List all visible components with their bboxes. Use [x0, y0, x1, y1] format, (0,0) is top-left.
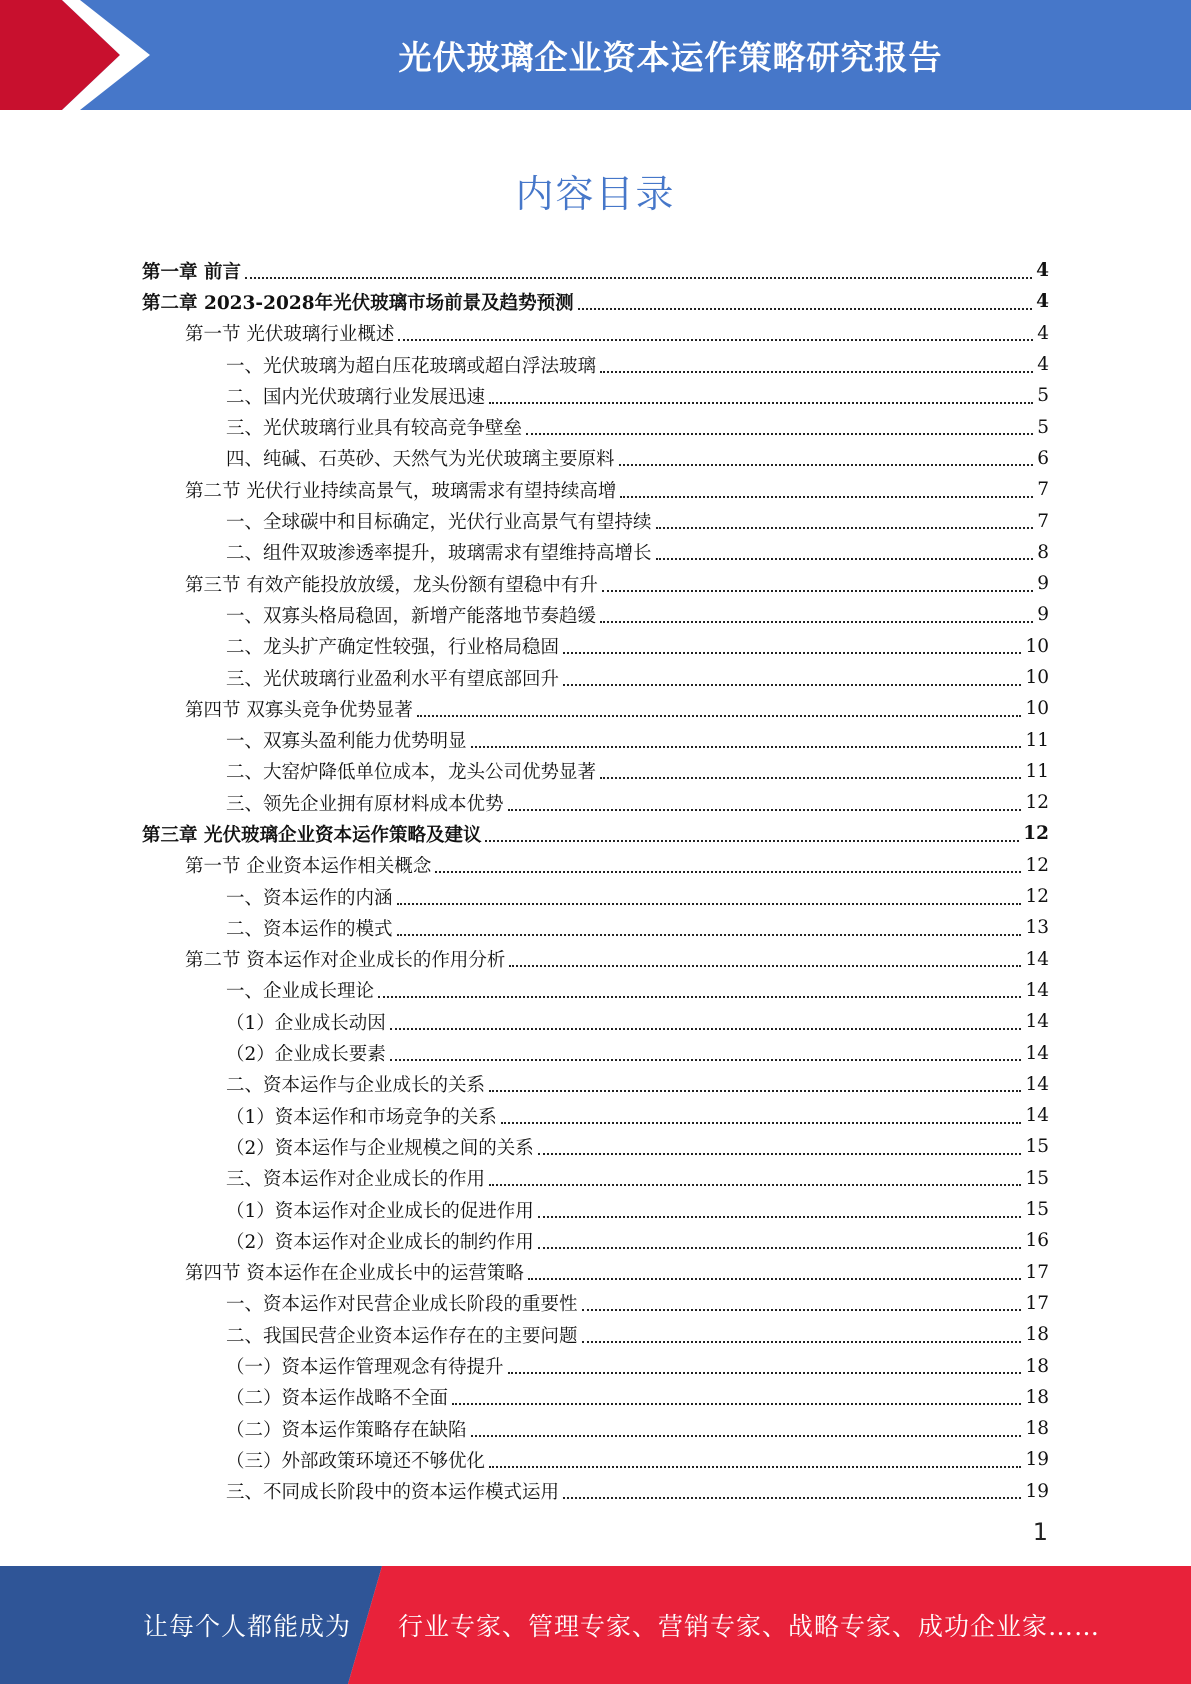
toc-leader-dots: [489, 1184, 1021, 1186]
toc-entry[interactable]: [142, 537, 1049, 568]
toc-entry[interactable]: [142, 944, 1049, 975]
toc-entry-title: 一、企业成长理论: [226, 977, 376, 1003]
toc-entry[interactable]: [142, 724, 1049, 755]
toc-entry-title: 一、全球碳中和目标确定，光伏行业高景气有望持续: [226, 508, 654, 534]
toc-heading: 内容目录: [515, 172, 676, 216]
toc-entry-page: 7: [1037, 510, 1049, 532]
toc-leader-dots: [378, 996, 1021, 998]
toc-entry-page: 12: [1025, 792, 1049, 814]
toc-entry[interactable]: [142, 349, 1049, 380]
toc-entry-title: 二、我国民营企业资本运作存在的主要问题: [226, 1322, 580, 1348]
toc-entry-page: 9: [1037, 604, 1049, 626]
toc-entry[interactable]: [142, 631, 1049, 662]
toc-entry-page: 15: [1025, 1199, 1049, 1221]
toc-entry[interactable]: [142, 975, 1049, 1006]
toc-entry-title: 二、资本运作与企业成长的关系: [226, 1071, 487, 1097]
toc-leader-dots: [508, 809, 1022, 811]
toc-entry-page: 5: [1037, 416, 1049, 438]
toc-leader-dots: [563, 684, 1021, 686]
toc-entry-page: 9: [1037, 573, 1049, 595]
toc-entry[interactable]: [142, 1382, 1049, 1413]
toc-leader-dots: [397, 934, 1022, 936]
toc-entry-title: 第一节 光伏玻璃行业概述: [185, 320, 396, 346]
toc-entry-page: 14: [1025, 1073, 1049, 1095]
toc-entry-title: （二）资本运作策略存在缺陷: [226, 1416, 469, 1442]
toc-entry-page: 4: [1037, 354, 1049, 376]
toc-leader-dots: [397, 903, 1022, 905]
toc-entry-page: 14: [1025, 948, 1049, 970]
footer-slogan-right: 行业专家、管理专家、营销专家、战略专家、成功企业家……: [398, 1612, 1101, 1641]
toc-entry[interactable]: [142, 818, 1049, 849]
toc-entry-title: （2）资本运作与企业规模之间的关系: [226, 1134, 536, 1160]
toc-entry-page: 12: [1025, 854, 1049, 876]
toc-entry-title: 二、国内光伏玻璃行业发展迅速: [226, 383, 487, 409]
toc-entry[interactable]: [142, 599, 1049, 630]
toc-leader-dots: [489, 402, 1033, 404]
toc-leader-dots: [600, 621, 1033, 623]
toc-leader-dots: [619, 464, 1034, 466]
toc-leader-dots: [563, 1497, 1021, 1499]
toc-entry[interactable]: [142, 568, 1049, 599]
toc-leader-dots: [245, 277, 1032, 279]
toc-leader-dots: [582, 1341, 1022, 1343]
toc-entry-page: 14: [1025, 1042, 1049, 1064]
toc-entry-page: 12: [1025, 886, 1049, 908]
toc-leader-dots: [582, 1309, 1022, 1311]
toc-leader-dots: [501, 1122, 1022, 1124]
page-number: 1: [1032, 1518, 1048, 1546]
toc-leader-dots: [489, 1466, 1021, 1468]
toc-entry[interactable]: [142, 881, 1049, 912]
toc-entry-page: 4: [1036, 260, 1049, 282]
toc-entry-title: 四、纯碱、石英砂、天然气为光伏玻璃主要原料: [226, 445, 617, 471]
toc-entry-title: 三、领先企业拥有原材料成本优势: [226, 790, 506, 816]
toc-entry[interactable]: [142, 443, 1049, 474]
toc-entry-page: 11: [1025, 729, 1049, 751]
toc-entry[interactable]: [142, 1350, 1049, 1381]
toc-entry-page: 14: [1025, 1011, 1049, 1033]
toc-entry-title: 一、双寡头盈利能力优势明显: [226, 727, 469, 753]
toc-entry-title: 一、双寡头格局稳固，新增产能落地节奏趋缓: [226, 602, 598, 628]
toc-entry-page: 18: [1025, 1386, 1049, 1408]
toc-entry-title: （2）资本运作对企业成长的制约作用: [226, 1228, 536, 1254]
toc-leader-dots: [509, 965, 1021, 967]
toc-entry[interactable]: [142, 318, 1049, 349]
toc-entry-title: 二、资本运作的模式: [226, 915, 395, 941]
toc-entry-title: 一、光伏玻璃为超白压花玻璃或超白浮法玻璃: [226, 352, 598, 378]
toc-leader-dots: [398, 339, 1033, 341]
toc-leader-dots: [656, 558, 1034, 560]
toc-leader-dots: [485, 840, 1019, 842]
toc-leader-dots: [600, 777, 1021, 779]
toc-leader-dots: [538, 1216, 1022, 1218]
toc-entry-page: 6: [1037, 447, 1049, 469]
toc-entry-title: 三、资本运作对企业成长的作用: [226, 1165, 487, 1191]
toc-entry-page: 4: [1037, 322, 1049, 344]
header-band: [0, 0, 1191, 110]
toc-entry-page: 7: [1037, 479, 1049, 501]
toc-entry-title: 三、不同成长阶段中的资本运作模式运用: [226, 1478, 561, 1504]
toc-entry-title: 第二节 光伏行业持续高景气，玻璃需求有望持续高增: [185, 477, 618, 503]
toc-entry[interactable]: [142, 411, 1049, 442]
toc-entry[interactable]: [142, 756, 1049, 787]
toc-entry-page: 14: [1025, 1105, 1049, 1127]
toc-entry-title: 第二章 2023-2028年光伏玻璃市场前景及趋势预测: [142, 289, 576, 315]
header-chevron-icon: [0, 0, 160, 110]
report-title: 光伏玻璃企业资本运作策略研究报告: [398, 37, 943, 77]
toc-entry[interactable]: [142, 1257, 1049, 1288]
toc-entry-title: 第四节 双寡头竞争优势显著: [185, 696, 415, 722]
toc-entry[interactable]: [142, 474, 1049, 505]
toc-entry-title: 二、大窑炉降低单位成本，龙头公司优势显著: [226, 758, 598, 784]
toc-entry-title: （1）企业成长动因: [226, 1009, 388, 1035]
toc-entry[interactable]: [142, 912, 1049, 943]
toc-entry[interactable]: [142, 1413, 1049, 1444]
toc-entry-page: 11: [1025, 760, 1049, 782]
toc-entry-title: 一、资本运作的内涵: [226, 884, 395, 910]
toc-entry[interactable]: [142, 1100, 1049, 1131]
toc-leader-dots: [417, 715, 1022, 717]
toc-entry[interactable]: [142, 1319, 1049, 1350]
toc-entry[interactable]: [142, 1288, 1049, 1319]
toc-entry-title: 第四节 资本运作在企业成长中的运营策略: [185, 1259, 526, 1285]
toc-entry-title: 第一节 企业资本运作相关概念: [185, 852, 433, 878]
toc-entry-page: 17: [1025, 1292, 1049, 1314]
footer-band: [0, 1566, 1191, 1684]
toc-entry-title: （1）资本运作对企业成长的促进作用: [226, 1197, 536, 1223]
toc-leader-dots: [526, 433, 1033, 435]
toc-leader-dots: [538, 1153, 1022, 1155]
toc-leader-dots: [508, 1372, 1022, 1374]
toc-entry-title: 第二节 资本运作对企业成长的作用分析: [185, 946, 507, 972]
toc-entry[interactable]: [142, 1225, 1049, 1256]
toc-entry-page: 4: [1036, 291, 1049, 313]
toc-entry-page: 19: [1025, 1449, 1049, 1471]
toc-leader-dots: [620, 496, 1033, 498]
toc-entry[interactable]: [142, 787, 1049, 818]
toc-entry[interactable]: [142, 1131, 1049, 1162]
toc-entry-page: 10: [1025, 698, 1049, 720]
toc-entry-title: 第三章 光伏玻璃企业资本运作策略及建议: [142, 821, 483, 847]
toc-entry-page: 18: [1025, 1355, 1049, 1377]
toc-entry-page: 12: [1023, 823, 1049, 845]
toc-leader-dots: [578, 308, 1033, 310]
toc-entry[interactable]: [142, 662, 1049, 693]
toc-entry[interactable]: [142, 1037, 1049, 1068]
toc-entry-page: 19: [1025, 1480, 1049, 1502]
toc-leader-dots: [563, 652, 1021, 654]
toc-entry[interactable]: [142, 1163, 1049, 1194]
toc-entry[interactable]: [142, 1006, 1049, 1037]
toc-leader-dots: [471, 1435, 1022, 1437]
toc-entry-page: 8: [1037, 541, 1049, 563]
toc-leader-dots: [390, 1059, 1022, 1061]
toc-leader-dots: [656, 527, 1034, 529]
toc-entry[interactable]: [142, 1476, 1049, 1507]
toc-entry-page: 16: [1025, 1230, 1049, 1252]
toc-leader-dots: [489, 1090, 1021, 1092]
toc-leader-dots: [471, 746, 1022, 748]
toc-entry-title: 二、组件双玻渗透率提升，玻璃需求有望维持高增长: [226, 539, 654, 565]
toc-entry[interactable]: [142, 1194, 1049, 1225]
toc-entry-page: 10: [1025, 667, 1049, 688]
toc-entry-page: 15: [1025, 1136, 1049, 1158]
toc-entry[interactable]: [142, 693, 1049, 724]
toc-entry-title: （2）企业成长要素: [226, 1040, 388, 1066]
toc-leader-dots: [538, 1247, 1022, 1249]
toc-entry-title: 三、光伏玻璃行业具有较高竞争壁垒: [226, 414, 524, 440]
toc-entry-page: 17: [1025, 1261, 1049, 1283]
toc-leader-dots: [435, 871, 1021, 873]
toc-entry-page: 18: [1025, 1324, 1049, 1346]
toc-entry[interactable]: [142, 850, 1049, 881]
toc-entry-title: 二、龙头扩产确定性较强，行业格局稳固: [226, 633, 561, 659]
toc-leader-dots: [390, 1028, 1022, 1030]
toc-entry-page: 13: [1025, 917, 1049, 939]
toc-entry-title: 三、光伏玻璃行业盈利水平有望底部回升: [226, 665, 561, 691]
toc-entry-title: （1）资本运作和市场竞争的关系: [226, 1103, 499, 1129]
toc-entry[interactable]: [142, 286, 1049, 317]
toc-entry-title: （三）外部政策环境还不够优化: [226, 1447, 487, 1473]
toc-entry-title: （二）资本运作战略不全面: [226, 1384, 450, 1410]
table-of-contents: [142, 255, 1049, 1507]
toc-entry-page: 15: [1025, 1167, 1049, 1189]
toc-entry-title: 第一章 前言: [142, 258, 243, 284]
toc-leader-dots: [528, 1278, 1022, 1280]
toc-entry-title: 第三节 有效产能投放放缓，龙头份额有望稳中有升: [185, 571, 600, 597]
toc-leader-dots: [602, 590, 1033, 592]
toc-entry[interactable]: [142, 380, 1049, 411]
toc-entry[interactable]: [142, 505, 1049, 536]
toc-entry[interactable]: [142, 1069, 1049, 1100]
toc-leader-dots: [452, 1403, 1021, 1405]
footer-slogan-left: 让每个人都能成为: [143, 1612, 352, 1641]
toc-entry[interactable]: [142, 1444, 1049, 1475]
toc-entry-title: 一、资本运作对民营企业成长阶段的重要性: [226, 1290, 580, 1316]
toc-leader-dots: [600, 371, 1033, 373]
toc-entry-page: 10: [1025, 635, 1049, 657]
toc-entry[interactable]: [142, 255, 1049, 286]
toc-entry-page: 18: [1025, 1418, 1049, 1440]
toc-entry-page: 5: [1037, 385, 1049, 407]
toc-entry-page: 14: [1025, 979, 1049, 1001]
toc-entry-title: （一）资本运作管理观念有待提升: [226, 1353, 506, 1379]
